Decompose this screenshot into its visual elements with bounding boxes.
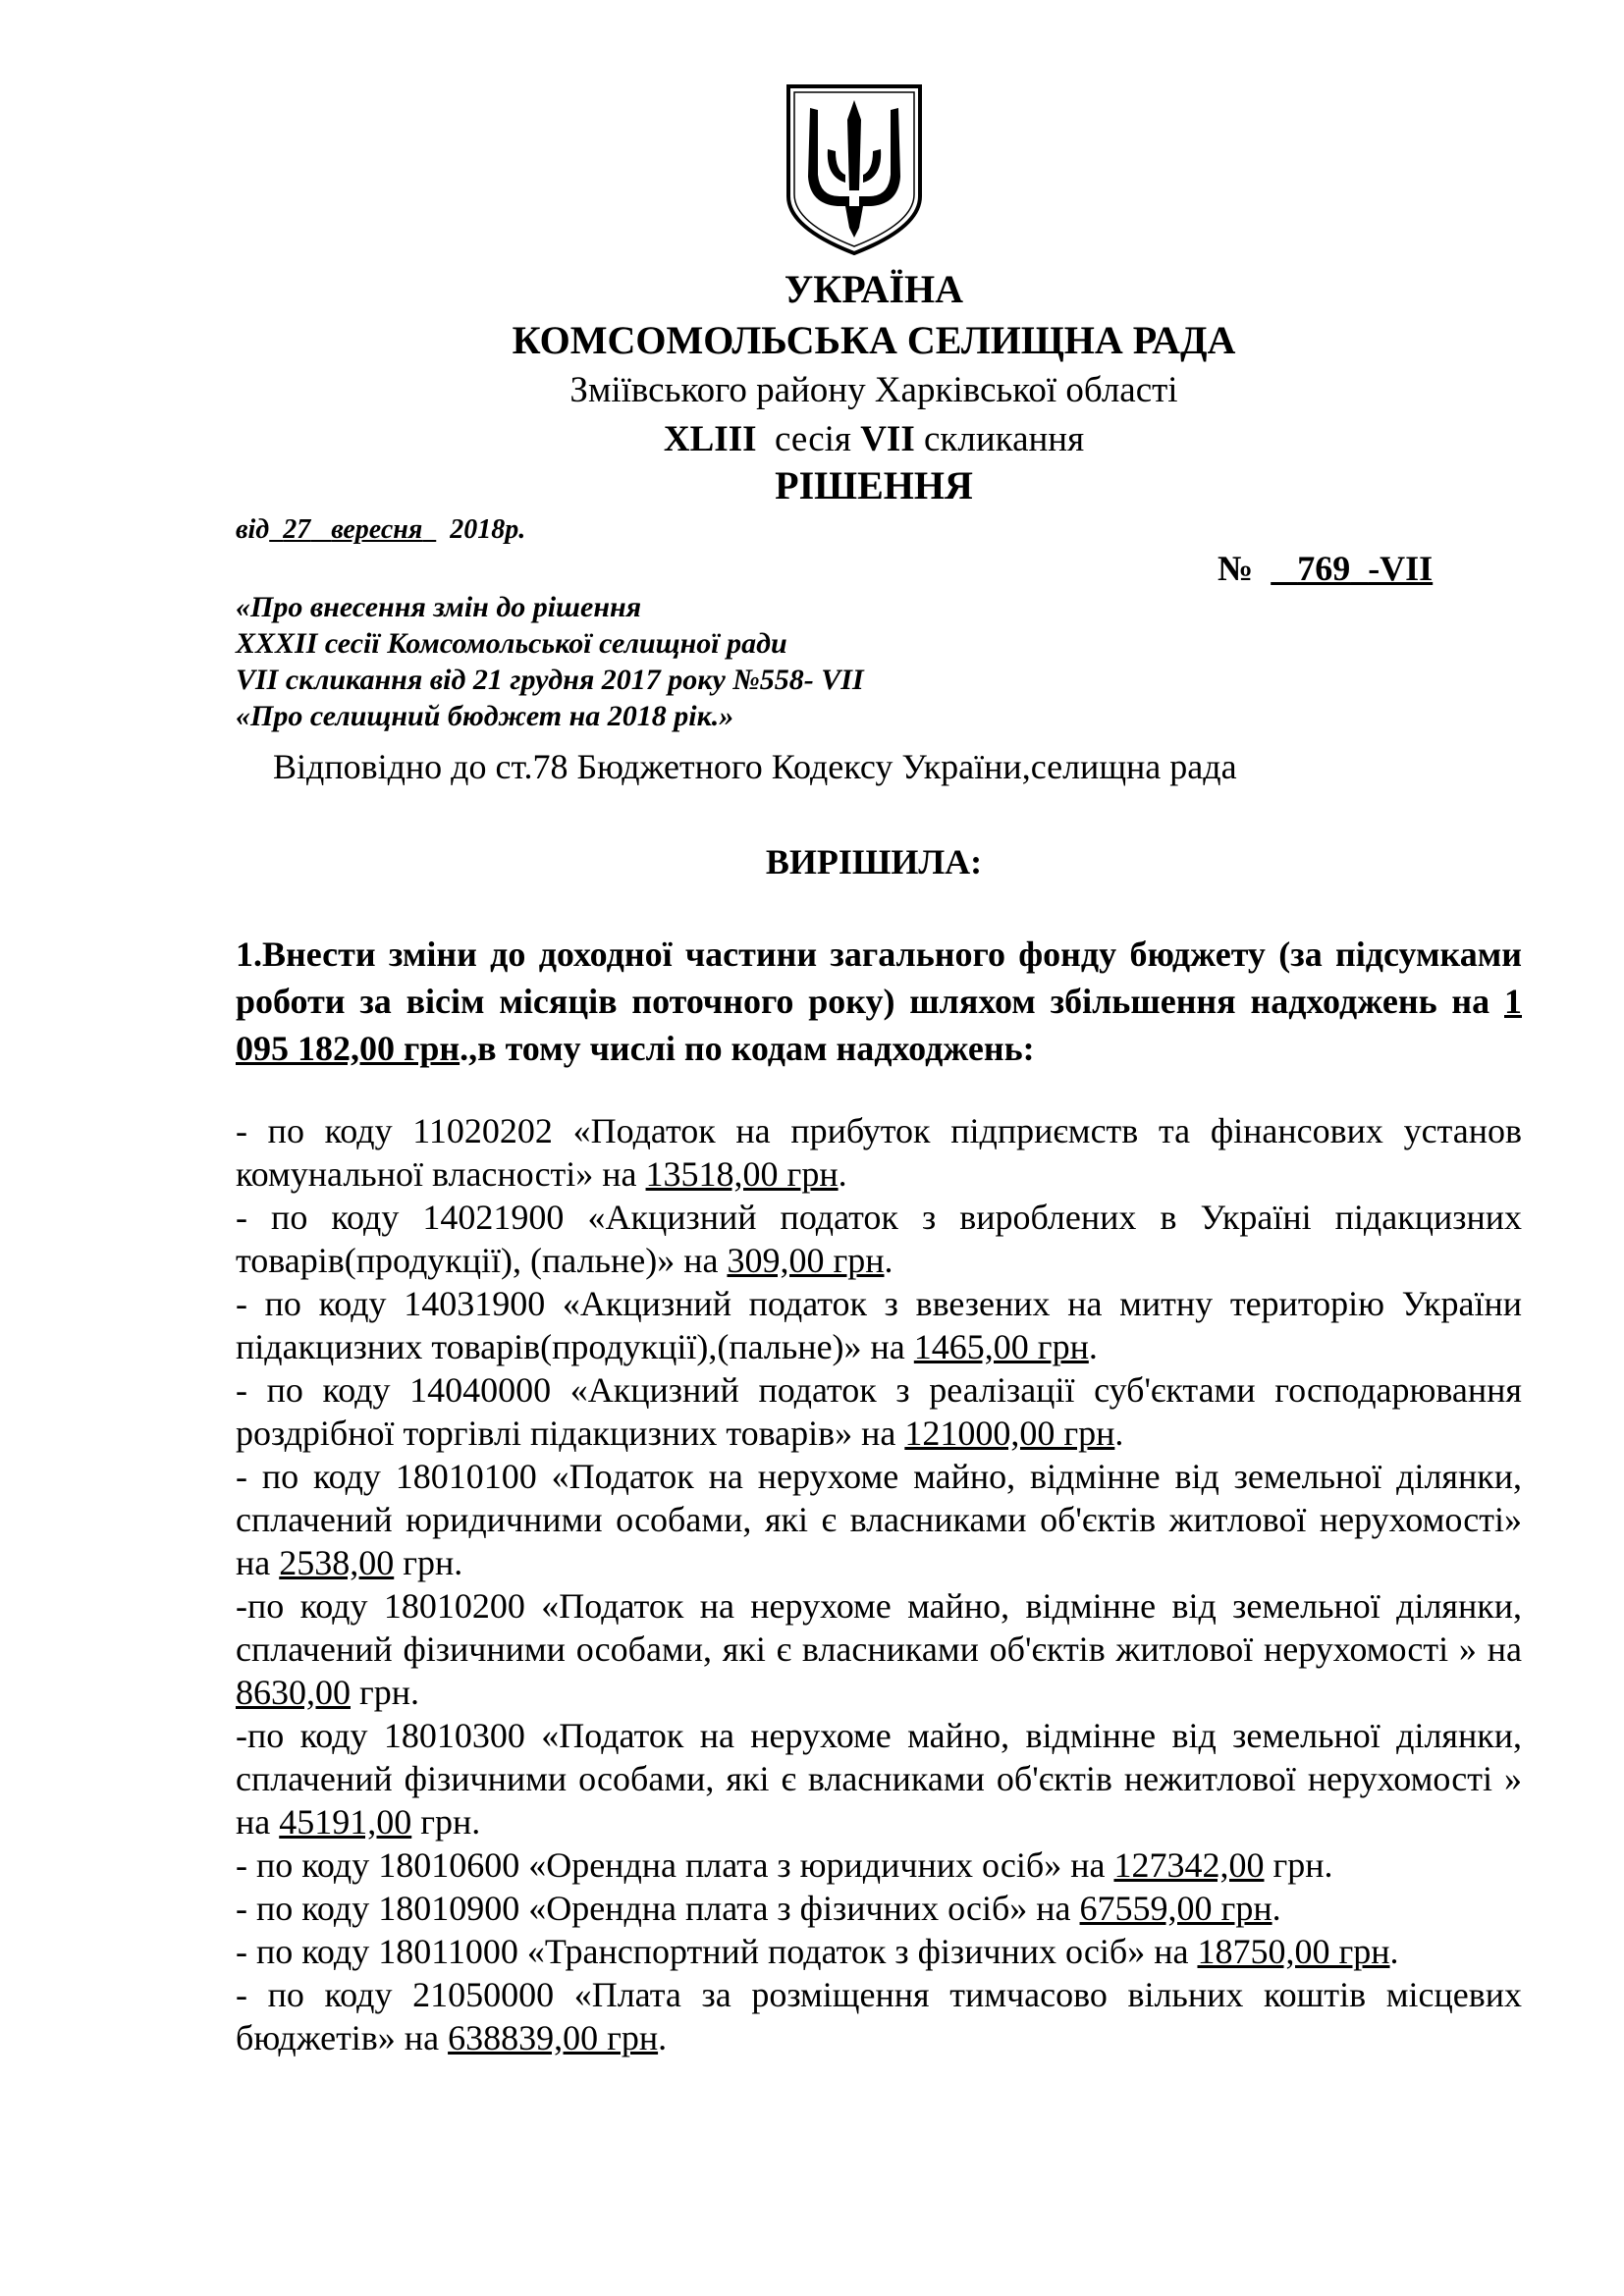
item-amount: 8630,00: [236, 1673, 351, 1712]
list-item: [236, 1368, 1522, 1455]
item-amount: 121000,00 грн: [904, 1414, 1115, 1453]
item-amount: 309,00 грн: [727, 1241, 885, 1280]
country-heading: УКРАЇНА: [784, 267, 964, 311]
document-type-heading: РІШЕННЯ: [775, 463, 973, 507]
item-text: -по коду 18010200 «Податок на нерухоме майно, відмінне від земельної ділянки, сплачений фізичними особами, які є власниками об'єктів житлової нерухомості » на: [236, 1586, 1522, 1669]
subject-line: XXXII сесії Комсомольської селищної ради: [236, 627, 787, 660]
number-suffix: -VII: [1368, 549, 1434, 588]
decision-date: [236, 510, 525, 550]
item-text: - по коду 18010100 «Податок на нерухоме майно, відмінне від земельної ділянки, сплачений юридичними особами, які є власниками об'єктів житлової нерухомості» на: [236, 1457, 1522, 1582]
resolved-heading: ВИРІШИЛА:: [765, 842, 983, 881]
district-heading: Зміївського району Харківської області: [569, 370, 1178, 410]
subject-line: VII скликання від 21 грудня 2017 року №558- VII: [236, 664, 864, 696]
item-amount: 638839,00 грн: [448, 2018, 659, 2057]
item-amount: 127342,00: [1113, 1845, 1265, 1885]
date-year: 2018р.: [450, 514, 526, 545]
list-item: [236, 1887, 1522, 1930]
convocation-word: скликання: [923, 419, 1085, 459]
point-1: [236, 931, 1522, 1072]
list-item: [236, 1930, 1522, 1973]
item-text-end: грн.: [351, 1673, 420, 1712]
item-text-end: грн.: [1264, 1845, 1333, 1885]
revenue-code-list: [236, 1109, 1522, 2059]
list-item: [236, 1109, 1522, 1196]
session-word: сесія: [775, 419, 851, 459]
item-text: -по коду 18010300 «Податок на нерухоме майно, відмінне від земельної ділянки, сплачений фізичними особами, які є власниками об'єктів нежитлової нерухомості » на: [236, 1716, 1522, 1842]
item-amount: 1465,00 грн: [913, 1327, 1089, 1366]
item-text-end: .: [838, 1154, 847, 1194]
item-text: - по коду 21050000 «Плата за розміщення тимчасово вільних коштів місцевих бюджетів» на: [236, 1975, 1522, 2057]
date-day: 27: [283, 514, 311, 545]
item-text-end: .: [1272, 1889, 1281, 1928]
date-month: вересня: [331, 514, 423, 545]
list-item: [236, 1973, 1522, 2059]
number-value-underlined: _769_-VII: [1271, 549, 1434, 588]
decision-subject: [236, 589, 864, 734]
list-item: [236, 1282, 1522, 1368]
date-day-month: [269, 514, 436, 545]
item-text: - по коду 18010900 «Орендна плата з фізичних осіб» на: [236, 1889, 1080, 1928]
item-amount: 2538,00: [279, 1543, 395, 1582]
item-text-end: .: [884, 1241, 893, 1280]
number-sign: №: [1218, 549, 1254, 588]
item-text-end: .: [1088, 1327, 1098, 1366]
item-text: - по коду 14031900 «Акцизний податок з ввезених на митну територію України підакцизних товарів(продукції),(пальне)» на: [236, 1284, 1522, 1366]
point-1-text-end: .,в тому числі по кодам надходжень:: [460, 1029, 1035, 1068]
item-amount: 67559,00 грн: [1079, 1889, 1272, 1928]
item-text-end: грн.: [394, 1543, 463, 1582]
session-heading: [0, 416, 1624, 463]
subject-line: «Про селищний бюджет на 2018 рік.»: [236, 700, 734, 732]
list-item: [236, 1714, 1522, 1843]
subject-line: «Про внесення змін до рішення: [236, 591, 642, 623]
number-value: 769: [1297, 549, 1351, 588]
decision-number: [1218, 546, 1433, 591]
convocation-number: VII: [860, 419, 915, 459]
item-text: - по коду 18011000 «Транспортний податок з фізичних осіб» на: [236, 1932, 1198, 1971]
item-text: - по коду 14021900 «Акцизний податок з вироблених в Україні підакцизних товарів(продукції), (пальне)» на: [236, 1198, 1522, 1280]
item-text-end: грн.: [411, 1802, 481, 1842]
item-text: - по коду 18010600 «Орендна плата з юридичних осіб» на: [236, 1845, 1114, 1885]
session-number: XLIII: [663, 419, 757, 459]
item-text-end: .: [1114, 1414, 1124, 1453]
item-amount: 18750,00 грн: [1197, 1932, 1390, 1971]
item-text: - по коду 14040000 «Акцизний податок з реалізації суб'єктами господарювання роздрібної торгівлі підакцизних товарів» на: [236, 1370, 1522, 1453]
point-1-text: 1.Внести зміни до доходної частини загального фонду бюджету (за підсумками роботи за вісім місяців поточного року) шляхом збільшення надходжень на: [236, 934, 1522, 1021]
list-item: [236, 1455, 1522, 1584]
list-item: [236, 1196, 1522, 1282]
list-item: [236, 1584, 1522, 1714]
legal-basis: Відповідно до ст.78 Бюджетного Кодексу України,селищна рада: [273, 747, 1237, 786]
item-text-end: .: [658, 2018, 668, 2057]
item-amount: 45191,00: [279, 1802, 412, 1842]
item-text-end: .: [1389, 1932, 1399, 1971]
council-heading: КОМСОМОЛЬСЬКА СЕЛИЩНА РАДА: [512, 318, 1236, 362]
item-amount: 13518,00 грн: [645, 1154, 839, 1194]
date-prefix: від: [236, 514, 270, 545]
trident-coat-of-arms-icon: [781, 80, 928, 257]
list-item: [236, 1843, 1522, 1887]
point-1-amount: 1 095 182,00 грн: [236, 982, 1522, 1068]
item-text: - по коду 11020202 «Податок на прибуток підприємств та фінансових установ комунальної власності» на: [236, 1111, 1522, 1194]
